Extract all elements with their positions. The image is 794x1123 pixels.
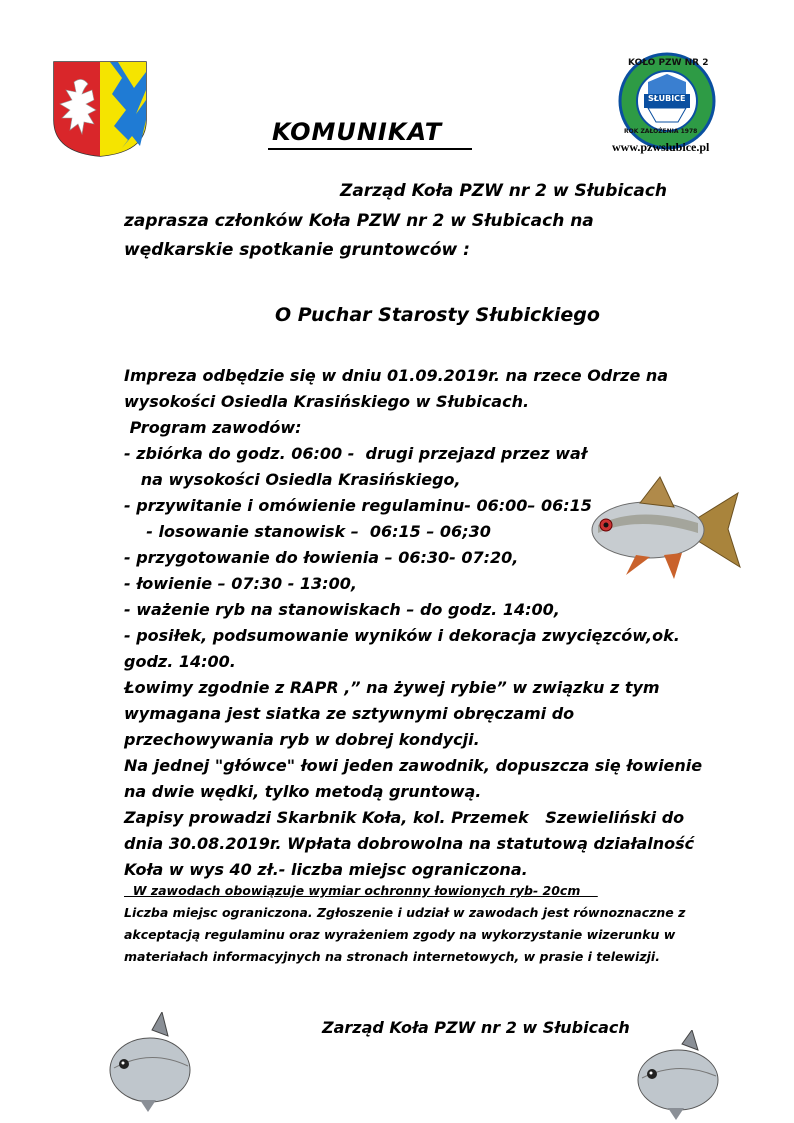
intro-line-1: Zarząd Koła PZW nr 2 w Słubicach <box>340 181 668 201</box>
website-link[interactable]: www.pzwslubice.pl <box>612 140 710 154</box>
intro-line-3: wędkarskie spotkanie gruntowców : <box>124 240 470 260</box>
body-line: - ważenie ryb na stanowiskach – do godz. 14:00, <box>124 600 560 619</box>
body-line: - losowanie stanowisk – 06:15 – 06;30 <box>124 522 491 541</box>
event-title: O Puchar Starosty Słubickiego <box>275 304 600 326</box>
notice-line: materiałach informacyjnych na stronach internetowych, w prasie i telewizji. <box>124 949 660 964</box>
body-line: dnia 30.08.2019r. Wpłata dobrowolna na statutową działalność <box>124 834 695 853</box>
protective-size-notice: W zawodach obowiązuje wymiar ochronny łowionych ryb- 20cm <box>124 883 598 898</box>
coat-of-arms-icon <box>52 60 148 158</box>
body-line: - przygotowanie do łowienia – 06:30- 07:20, <box>124 548 519 567</box>
body-line: godz. 14:00. <box>124 652 236 671</box>
notice-line: Liczba miejsc ograniczona. Zgłoszenie i udział w zawodach jest równoznaczne z <box>124 905 686 920</box>
logo-text-top: KOŁO PZW NR 2 <box>628 58 709 68</box>
bream-fish-icon <box>104 1012 194 1112</box>
body-line: - zbiórka do godz. 06:00 - drugi przejazd przez wał <box>124 444 587 463</box>
body-line: wymagana jest siatka ze sztywnymi obręczami do <box>124 704 575 723</box>
page-title: KOMUNIKAT <box>272 118 443 146</box>
title-underline <box>268 148 472 150</box>
body-line: na wysokości Osiedla Krasińskiego, <box>124 470 461 489</box>
logo-text-center: SŁUBICE <box>648 94 686 103</box>
signature: Zarząd Koła PZW nr 2 w Słubicach <box>322 1018 630 1037</box>
body-line: wysokości Osiedla Krasińskiego w Słubicach. <box>124 392 530 411</box>
body-line: Koła w wys 40 zł.- liczba miejsc ograniczona. <box>124 860 528 879</box>
body-line: Impreza odbędzie się w dniu 01.09.2019r. na rzece Odrze na <box>124 366 669 385</box>
notice-line: akceptacją regulaminu oraz wyrażeniem zgody na wykorzystanie wizerunku w <box>124 927 676 942</box>
logo-text-bottom: ROK ZAŁOŻENIA 1978 <box>624 128 698 135</box>
bream-fish-icon <box>632 1030 724 1120</box>
body-line: przechowywania ryb w dobrej kondycji. <box>124 730 480 749</box>
body-line: na dwie wędki, tylko metodą gruntową. <box>124 782 482 801</box>
body-line: Program zawodów: <box>124 418 302 437</box>
body-line: - łowienie – 07:30 - 13:00, <box>124 574 357 593</box>
body-line: Łowimy zgodnie z RAPR ,” na żywej rybie” w związku z tym <box>124 678 660 697</box>
body-line: - przywitanie i omówienie regulaminu- 06:00– 06:15 <box>124 496 592 515</box>
body-line: Zapisy prowadzi Skarbnik Koła, kol. Przemek Szewieliński do <box>124 808 685 827</box>
roach-fish-icon <box>578 475 746 583</box>
body-line: Na jednej "główce" łowi jeden zawodnik, dopuszcza się łowienie <box>124 756 703 775</box>
intro-line-2: zaprasza członków Koła PZW nr 2 w Słubicach na <box>124 211 594 231</box>
body-line: - posiłek, podsumowanie wyników i dekoracja zwycięzców,ok. <box>124 626 680 645</box>
